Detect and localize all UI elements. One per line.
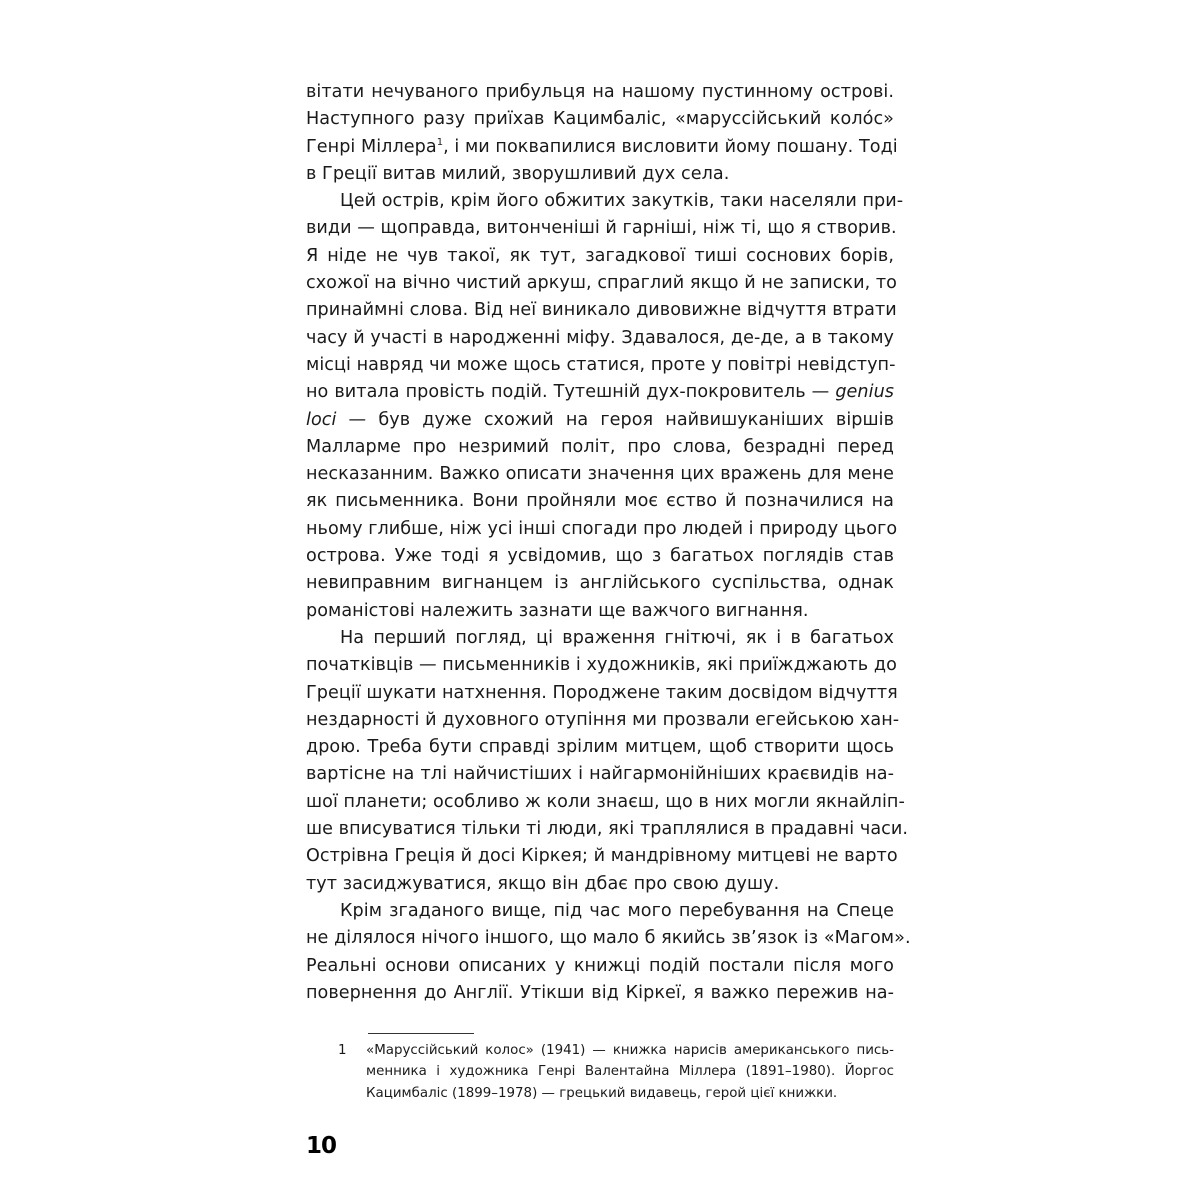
text-line: Греції шукати натхнення. Породжене таким досвідом відчуття: [306, 682, 898, 703]
text-line: ньому глибше, ніж усі інші спогади про людей і природу цього: [306, 518, 898, 539]
text-fragment: , і ми поквапилися висловити йому пошану. Тоді: [443, 136, 898, 157]
footnote-number: 1: [338, 1043, 347, 1058]
text-line: в Греції витав милий, зворушливий дух села.: [306, 163, 730, 184]
text-line: дрою. Треба бути справді зрілим митцем, щоб створити щось: [306, 737, 894, 758]
footnote-line: менника і художника Генрі Валентайна Міллера (1891–1980). Йоргос: [366, 1064, 894, 1080]
text-line: Острівна Греція й досі Кіркея; й мандрівному митцеві не варто: [306, 846, 898, 867]
footnote-text: [366, 1040, 894, 1104]
text-line: вартісне на тлі найчистіших і найгармонійніших краєвидів на-: [306, 764, 894, 785]
text-line: нездарності й духовного отупіння ми прозвали егейською хан-: [306, 709, 900, 730]
footnote-line: «Маруссійський колос» (1941) — книжка нарисів американського пись-: [366, 1043, 894, 1058]
text-line: Я ніде не чув такої, як тут, загадкової тиші соснових борів,: [306, 245, 894, 266]
paragraph-4: [306, 898, 911, 1007]
footnote-line: Кацимбаліс (1899–1978) — грецький видавець, герой цієї книжки.: [366, 1085, 838, 1101]
text-line: Крім згаданого вище, під час мого перебування на Спеце: [340, 900, 894, 921]
text-line: острова. Уже тоді я усвідомив, що з багатьох поглядів став: [306, 546, 894, 567]
text-line: [306, 134, 898, 161]
text-line: Наступного разу приїхав Кацимбаліс, «маруссійський коло́с»: [306, 109, 894, 130]
text-line: Малларме про незримий політ, про слова, безрадні перед: [306, 436, 894, 457]
text-line: романістові належить зазнати ще важчого вигнання.: [306, 600, 809, 621]
latin-term: loci: [306, 409, 337, 430]
text-fragment: Генрі Міллера: [306, 136, 437, 157]
text-line: Цей острів, крім його обжитих закутків, таки населяли при-: [340, 191, 904, 212]
text-line: часу й участі в народженні міфу. Здавалося, де-де, а в такому: [306, 327, 894, 348]
page-number: 10: [306, 1133, 337, 1159]
text-line: невиправним вигнанцем із англійського суспільства, однак: [306, 573, 894, 594]
text-line: вітати нечуваного прибульця на нашому пустинному острові.: [306, 82, 894, 102]
footnote-divider: [368, 1033, 474, 1034]
text-line: як письменника. Вони пройняли моє єство й позначилися на: [306, 491, 894, 512]
text-line: початківців — письменників і художників, які приїжджають до: [306, 655, 897, 676]
text-line: шої планети; особливо ж коли знаєш, що в них могли якнайліп-: [306, 791, 905, 812]
paragraph-2: [306, 188, 904, 625]
footnote-reference[interactable]: 1: [436, 136, 444, 148]
text-line: принаймні слова. Від неї виникало дивовижне відчуття втрати: [306, 300, 897, 321]
text-line: [306, 407, 894, 434]
text-line: ше вписуватися тільки ті люди, які траплялися в прадавні часи.: [306, 819, 908, 840]
latin-term: genius: [835, 382, 894, 403]
text-fragment: — був дуже схожий на героя найвишуканіших віршів: [336, 409, 894, 430]
paragraph-1: [306, 79, 898, 188]
text-line: схожої на вічно чистий аркуш, спраглий якщо й не записки, то: [306, 273, 897, 294]
text-line: На перший погляд, ці враження гнітючі, як і в багатьох: [340, 627, 894, 648]
text-line: [306, 379, 894, 406]
text-line: не ділялося нічого іншого, що мало б якийсь зв’язок із «Магом».: [306, 928, 911, 949]
text-line: тут засиджуватися, якщо він дбає про свою душу.: [306, 873, 780, 894]
text-line: місці навряд чи може щось статися, проте у повітрі невідступ-: [306, 354, 896, 375]
text-line: види — щоправда, витонченіші й гарніші, ніж ті, що я створив.: [306, 218, 897, 239]
paragraph-3: [306, 625, 908, 898]
text-fragment: но витала провість подій. Тутешній дух-покровитель —: [306, 382, 836, 403]
text-line: несказанним. Важко описати значення цих вражень для мене: [306, 464, 894, 485]
main-text: [306, 79, 911, 1007]
text-line: Реальні основи описаних у книжці подій постали після мого: [306, 955, 894, 976]
text-line: повернення до Англії. Утікши від Кіркеї, я важко пережив на-: [306, 982, 894, 1003]
